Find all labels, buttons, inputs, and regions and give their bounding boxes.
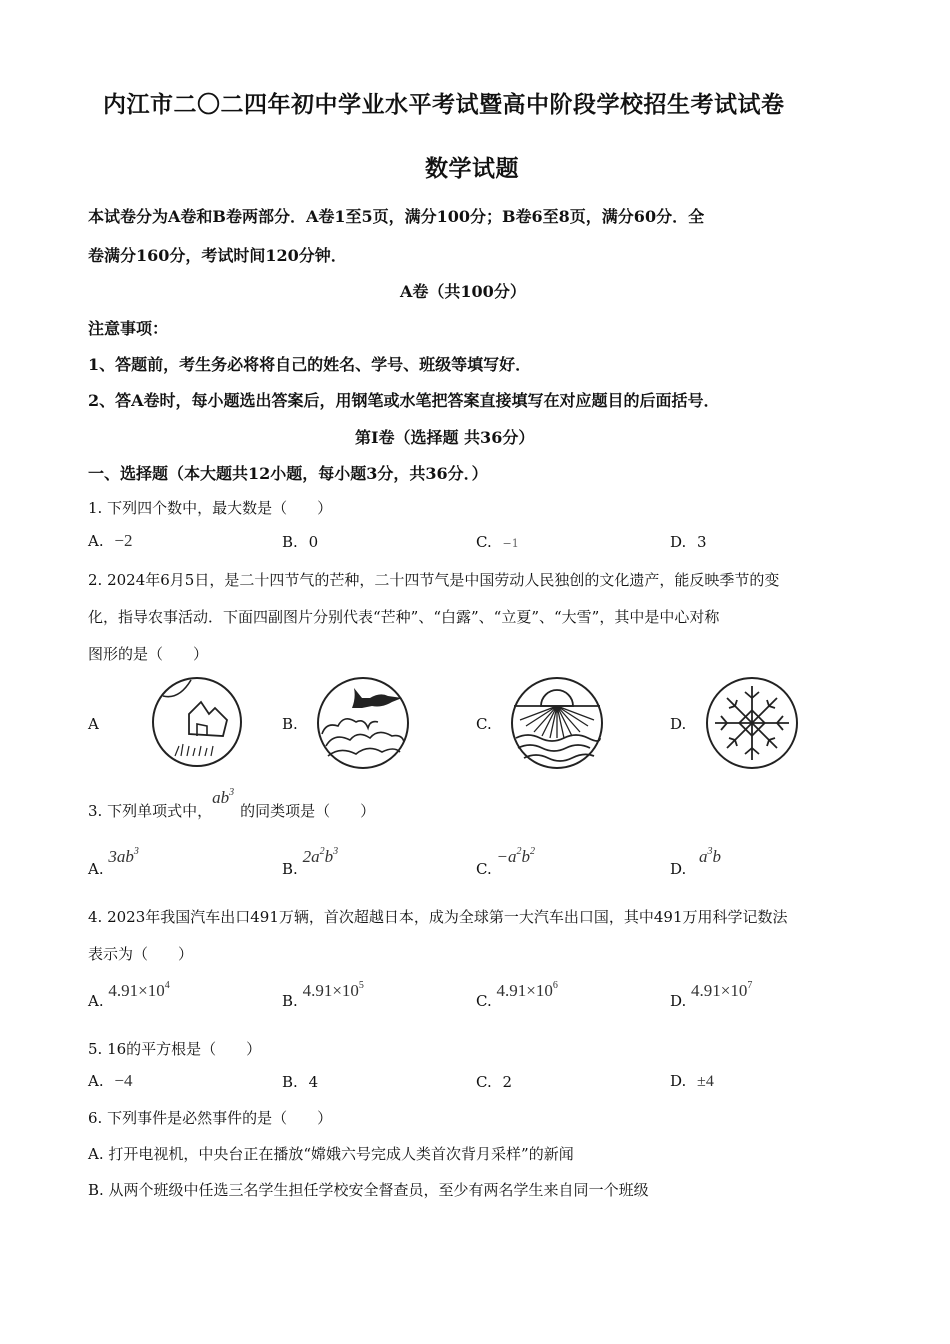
q5-stem: 5. 16的平方根是（ ） [88,1040,262,1058]
notes-heading: 注意事项： [88,319,169,338]
expr-base: b [521,847,530,866]
option-label: B. [282,1073,298,1091]
bailu-figure [316,676,410,770]
option-value: −2 [114,531,133,550]
option-label: C. [476,1073,492,1091]
expr-exponent: 2 [319,846,325,857]
mangzhong-figure [151,676,243,768]
q1-option-c [476,533,519,551]
q2-stem-line-3: 图形的是（ ） [88,645,209,663]
q5-option-b [282,1073,318,1091]
q2-stem-line-1: 2. 2024年6月5日，是二十四节气的芒种，二十四节气是中国劳动人民独创的文化遗产，能反映季节的变 [88,571,780,589]
q2-option-d-label: D. [670,715,687,733]
option-expr [497,981,558,1000]
option-label: A. [88,992,104,1010]
q3-option-c [476,846,535,878]
notes-item-2: 2、答A卷时，每小题选出答案后，用钢笔或水笔把答案直接填写在对应题目的后面括号． [88,391,720,410]
option-expr [108,847,139,866]
option-label: B. [282,533,298,551]
option-label: C. [476,860,492,878]
q1-option-b [282,533,318,551]
q4-stem-line-1: 4. 2023年我国汽车出口491万辆，首次超越日本，成为全球第一大汽车出口国，其中491万用科学记数法 [88,908,788,926]
expr-exponent: 4 [164,980,170,991]
option-value: 4 [308,1073,319,1091]
option-expr [303,847,339,866]
expr-base: b [712,847,722,866]
exam-title: 内江市二〇二四年初中学业水平考试暨高中阶段学校招生考试试卷 [103,91,785,118]
q3-stem [88,787,376,821]
intro-line-1: 本试卷分为A卷和B卷两部分．A卷1至5页，满分100分；B卷6至8页，满分60分．全 [88,207,705,226]
expr-base: 4.91×10 [496,981,553,1000]
q3-option-a [88,846,139,878]
intro-line-2: 卷满分160分，考试时间120分钟． [88,246,347,265]
expr-base: 2a [302,847,320,866]
option-label: D. [670,992,687,1010]
q2-stem-line-2: 化，指导农事活动．下面四副图片分别代表“芒种”、“白露”、“立夏”、“大雪”，其中是中心对称 [88,608,720,626]
q3-option-d [670,846,721,878]
option-label: C. [476,992,492,1010]
option-expr [691,981,752,1000]
option-label: A. [88,860,104,878]
option-expr [699,847,721,866]
q2-option-a-label: A [88,715,99,733]
q5-option-c [476,1073,512,1091]
notes-item-1: 1、答题前，考生务必将将自己的姓名、学号、班级等填写好． [88,355,532,374]
option-label: A. [88,1072,104,1090]
q5-option-a [88,1071,132,1091]
q4-option-c [476,980,558,1010]
q3-stem-expr [212,788,234,807]
part1-title: 第Ⅰ卷（选择题 共36分） [355,428,535,447]
option-value: 2 [502,1073,513,1091]
option-value: ±4 [697,1073,714,1090]
expr-exponent: 6 [552,980,558,991]
expr-base: ab [212,788,230,807]
expr-exponent: 2 [516,846,522,857]
expr-exponent: 2 [529,846,535,857]
q4-option-b [282,980,364,1010]
expr-base: a [699,847,708,866]
part1-heading: 一、选择题（本大题共12小题，每小题3分，共36分．） [88,464,488,483]
option-value: 0 [308,533,319,551]
q4-option-d [670,980,752,1010]
section-a-title: A卷（共100分） [400,282,526,301]
expr-exponent: 3 [333,846,339,857]
expr-base: −a [496,847,517,866]
q6-option-a: A. 打开电视机，中央台正在播放“嫦娥六号完成人类首次背月采样”的新闻 [88,1145,574,1163]
daxue-figure [705,676,799,770]
q1-option-a [88,531,132,551]
q2-option-c-label: C. [476,715,492,733]
option-label: C. [476,533,492,551]
q3-stem-post: 的同类项是（ ） [240,802,376,820]
option-label: D. [670,1072,687,1090]
q4-option-a [88,980,170,1010]
q3-option-b [282,846,338,878]
exam-subtitle: 数学试题 [425,155,519,182]
option-expr [108,981,169,1000]
q1-option-d [670,533,707,551]
option-value: −4 [114,1071,133,1090]
option-value: −1 [502,537,519,550]
q1-stem: 1. 下列四个数中，最大数是（ ） [88,499,333,517]
option-label: B. [282,860,298,878]
expr-exponent: 3 [133,846,139,857]
expr-exponent: 5 [358,980,364,991]
option-label: A. [88,532,104,550]
q3-stem-pre: 3. 下列单项式中， [88,802,213,820]
expr-base: 4.91×10 [108,981,165,1000]
expr-exponent: 7 [747,980,753,991]
expr-exponent: 3 [707,846,713,857]
expr-base: b [324,847,334,866]
q4-stem-line-2: 表示为（ ） [88,945,194,963]
option-expr [303,981,364,1000]
expr-exponent: 3 [229,787,235,798]
q6-stem: 6. 下列事件是必然事件的是（ ） [88,1109,333,1127]
expr-base: 4.91×10 [302,981,359,1000]
expr-base: 3ab [108,847,134,866]
q5-option-d [670,1072,714,1091]
lixia-figure [510,676,604,770]
q2-option-b-label: B. [282,715,298,733]
option-label: B. [282,992,298,1010]
q6-option-b: B. 从两个班级中任选三名学生担任学校安全督查员，至少有两名学生来自同一个班级 [88,1181,649,1199]
option-label: D. [670,860,687,878]
option-label: D. [670,533,687,551]
option-expr [497,847,535,866]
option-value: 3 [697,533,707,551]
expr-base: 4.91×10 [691,981,748,1000]
